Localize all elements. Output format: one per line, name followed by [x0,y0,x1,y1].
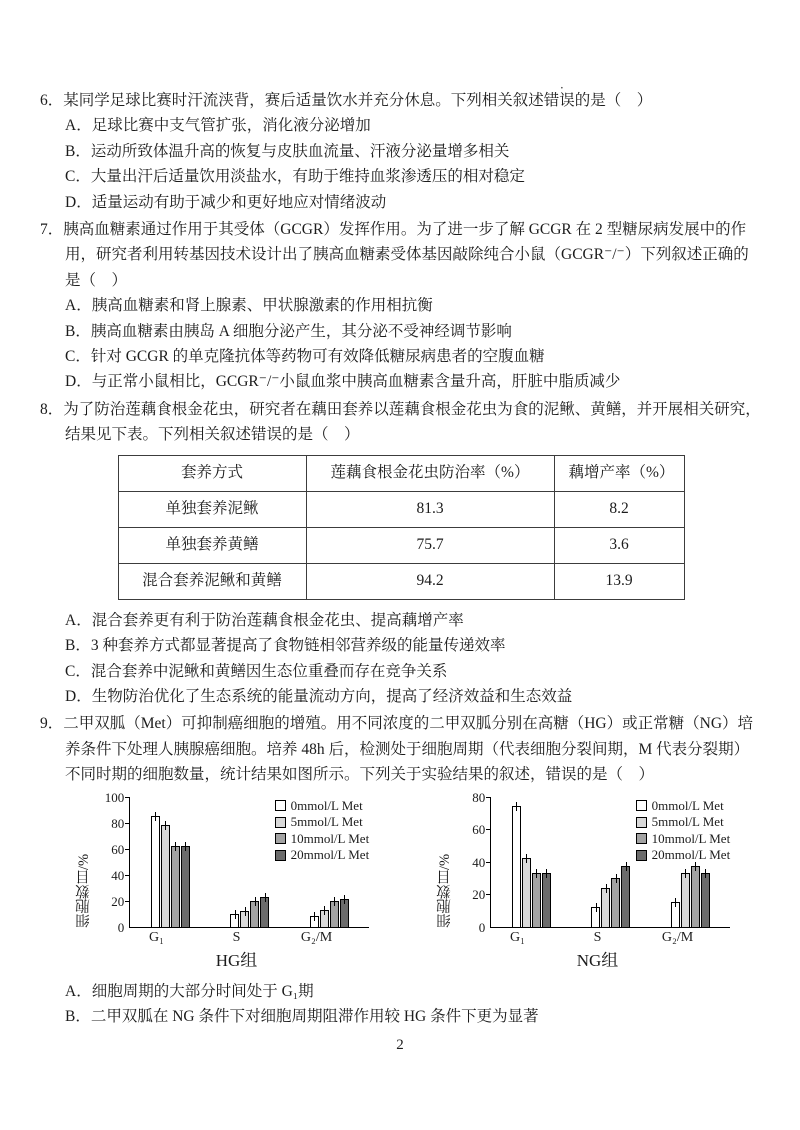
option-c: C．针对 GCGR 的单克隆抗体等药物可有效降低糖尿病患者的空腹血糖 [65,348,545,366]
legend-item [275,831,370,848]
question-stem [40,397,762,448]
error-bar [255,897,256,906]
table-row [118,491,684,527]
legend-item [636,831,731,848]
legend-item [636,798,731,815]
y-tick-label: 80 [111,815,125,831]
bar [260,897,269,927]
y-tick-label: 0 [478,919,486,935]
legend-item [636,847,731,864]
table-cell: 75.7 [306,527,554,563]
question-6 [40,88,762,215]
question-stem-text: 胰高血糖素通过作用于其受体（GCGR）发挥作用。为了进一步了解 GCGR 在 2 型糖尿病发展中的作用，研究者利用转基因技术设计出了胰高血糖素受体基因敲除纯合小鼠（GCGR⁻/⁻）下列叙述正确的是（ ） [63,221,749,289]
bar-group [587,866,635,926]
y-tick-label: 60 [472,822,486,838]
question-stem [40,88,762,113]
bar [151,816,160,927]
bar-chart-hg [72,789,370,973]
question-stem-text: 为了防治莲藕食根金花虫，研究者在藕田套养以莲藕食根金花虫为食的泥鳅、黄鳝，并开展相关研究，结果见下表。下列相关叙述错误的是（ ） [63,400,761,444]
legend-label: 0mmol/L Met [651,797,724,813]
question-stem [40,711,762,787]
bar [671,902,680,926]
plot-area [490,798,730,928]
error-bar [675,898,676,907]
error-bar [175,842,176,851]
bar [681,873,690,927]
legend-label: 0mmol/L Met [290,797,363,813]
error-bar [185,842,186,851]
bar-group [305,899,353,926]
y-axis-ticks [460,789,490,935]
chart-legend [636,798,731,864]
y-axis-label: 细胞数目/% [436,853,453,928]
option-c: C．大量出汗后适量饮用淡盐水，有助于维持血浆渗透压的相对稳定 [65,168,525,186]
y-tick-label: 80 [472,789,486,805]
bar [250,901,259,927]
question-number: 7． [40,221,64,239]
legend-item [275,814,370,831]
option-b: B．胰高血糖素由胰岛 A 细胞分泌产生，其分泌不受神经调节影响 [65,322,512,340]
bar [171,846,180,927]
table-cell: 8.2 [554,491,684,527]
y-tick-label: 20 [472,887,486,903]
table-cell: 3.6 [554,527,684,563]
x-category-label: S [593,929,602,945]
option-d: D．与正常小鼠相比，GCGR⁻/⁻小鼠血浆中胰高血糖素含量升高，肝脏中脂质减少 [65,373,621,391]
legend-label: 20mmol/L Met [290,847,370,863]
bar [701,873,710,927]
table-row [118,563,684,599]
error-bar [536,869,537,878]
error-bar [546,869,547,878]
bar [691,866,700,926]
table-cell: 94.2 [306,563,554,599]
bar [522,858,531,926]
error-bar [596,903,597,912]
option-c: C．混合套养中泥鳅和黄鳝因生态位重叠而存在竞争关系 [65,662,448,680]
y-axis-label: 细胞数目/% [75,853,92,928]
table-header-cell: 莲藕食根金花虫防治率（%） [306,455,554,491]
option-d: D．生物防治优化了生态系统的能量流动方向，提高了经济效益和生态效益 [65,687,573,705]
option-b: B．二甲双胍在 NG 条件下对细胞周期阻滞作用较 HG 条件下更为显著 [65,1007,539,1025]
y-tick-mark [125,901,130,902]
error-bar [314,912,315,921]
x-category-label: G₂/M [661,929,694,945]
question-number: 9． [40,715,64,733]
y-tick-mark [486,797,491,798]
y-axis-ticks [99,789,129,935]
table-header-row [118,455,684,491]
bar-group [226,897,274,927]
x-axis-labels [117,928,357,948]
table-header-cell: 套养方式 [118,455,306,491]
x-category-label: G₁ [149,929,164,945]
y-tick-label: 60 [111,841,125,857]
y-tick-mark [486,894,491,895]
charts-row [40,789,762,973]
x-axis-labels [478,928,718,948]
y-tick-mark [125,797,130,798]
error-bar [685,869,686,878]
option-b: B．运动所致体温升高的恢复与皮肤血流量、汗液分泌量增多相关 [65,142,510,160]
table-cell: 81.3 [306,491,554,527]
bar [591,907,600,927]
bar [532,873,541,927]
table-cell: 13.9 [554,563,684,599]
error-bar [526,854,527,863]
bar-chart-ng [433,789,731,973]
table-row [118,527,684,563]
legend-swatch [275,850,286,861]
bar [181,846,190,927]
stray-dot: ． [560,77,573,91]
bar-group [146,816,194,927]
error-bar [344,895,345,904]
y-tick-mark [486,862,491,863]
legend-item [275,798,370,815]
error-bar [616,874,617,883]
y-tick-mark [125,875,130,876]
legend-label: 10mmol/L Met [651,830,731,846]
plot-area [129,798,369,928]
legend-label: 10mmol/L Met [290,830,370,846]
bar-group [666,866,714,926]
bar [320,910,329,927]
question-stem-text: 二甲双胍（Met）可抑制癌细胞的增殖。用不同浓度的二甲双胍分别在高糖（HG）或正常糖（NG）培养条件下处理人胰腺癌细胞。培养 48h 后，检测处于细胞周期（代表细胞分裂间期，M 代表分裂期）不同时期的细胞数量，统计结果如图所示。下列关于实验结果的叙述，错误的是（ ） [63,715,754,784]
chart-main [72,789,370,935]
legend-swatch [636,850,647,861]
question-stem-text: 某同学足球比赛时汗流浃背，赛后适量饮水并充分休息。下列相关叙述错误的是（ ） [63,92,653,109]
y-tick-label: 0 [117,919,125,935]
question-number: 8． [40,400,64,418]
chart-main [433,789,731,935]
bar [611,878,620,927]
y-tick-mark [125,823,130,824]
chart-legend [275,798,370,864]
x-axis-title: HG组 [215,950,258,970]
option-a: A．胰高血糖素和肾上腺素、甲状腺激素的作用相抗衡 [65,297,433,315]
error-bar [334,897,335,906]
option-a: A．混合套养更有利于防治莲藕食根金花虫、提高藕增产率 [65,611,464,629]
legend-label: 5mmol/L Met [290,814,363,830]
x-axis-title: NG组 [576,950,619,970]
bar-group [507,806,555,926]
error-bar [155,812,156,821]
y-tick-mark [486,829,491,830]
error-bar [245,907,246,916]
table-cell: 单独套养泥鳅 [118,491,306,527]
y-tick-mark [125,849,130,850]
option-a: A．足球比赛中支气管扩张，消化液分泌增加 [65,117,371,135]
legend-swatch [275,833,286,844]
bar [330,901,339,927]
bar [240,911,249,927]
option-d: D．适量运动有助于减少和更好地应对情绪波动 [65,193,387,211]
x-category-label: G₂/M [300,929,333,945]
bar [310,916,319,926]
legend-swatch [275,817,286,828]
results-table [118,455,685,600]
table-cell: 单独套养黄鳝 [118,527,306,563]
legend-swatch [636,833,647,844]
table-cell: 混合套养泥鳅和黄鳝 [118,563,306,599]
legend-item [275,847,370,864]
y-tick-label: 40 [472,854,486,870]
bar [512,806,521,926]
error-bar [626,862,627,871]
question-stem [40,217,762,293]
question-8 [40,397,762,709]
page-number: 2 [396,1036,404,1053]
legend-swatch [636,817,647,828]
error-bar [235,910,236,919]
error-bar [265,893,266,902]
x-category-label: S [232,929,241,945]
bar [161,825,170,926]
legend-label: 20mmol/L Met [651,847,731,863]
error-bar [705,869,706,878]
table-header-cell: 藕增产率（%） [554,455,684,491]
error-bar [324,906,325,915]
bar [621,866,630,926]
legend-swatch [636,800,647,811]
question-number: 6． [40,92,64,109]
legend-label: 5mmol/L Met [651,814,724,830]
bar [230,914,239,927]
question-7 [40,217,762,395]
option-b: B．3 种套养方式都显著提高了食物链相邻营养级的能量传递效率 [65,637,506,655]
bar [542,873,551,927]
error-bar [516,802,517,811]
error-bar [695,862,696,871]
legend-swatch [275,800,286,811]
bar [340,899,349,926]
error-bar [606,884,607,893]
question-9 [40,711,762,1029]
option-a: A．细胞周期的大部分时间处于 G₁期 [65,982,314,1000]
y-tick-label: 20 [111,893,125,909]
y-tick-label: 100 [104,789,125,805]
error-bar [165,821,166,830]
y-tick-label: 40 [111,867,125,883]
x-category-label: G₁ [510,929,525,945]
bar [601,888,610,927]
legend-item [636,814,731,831]
